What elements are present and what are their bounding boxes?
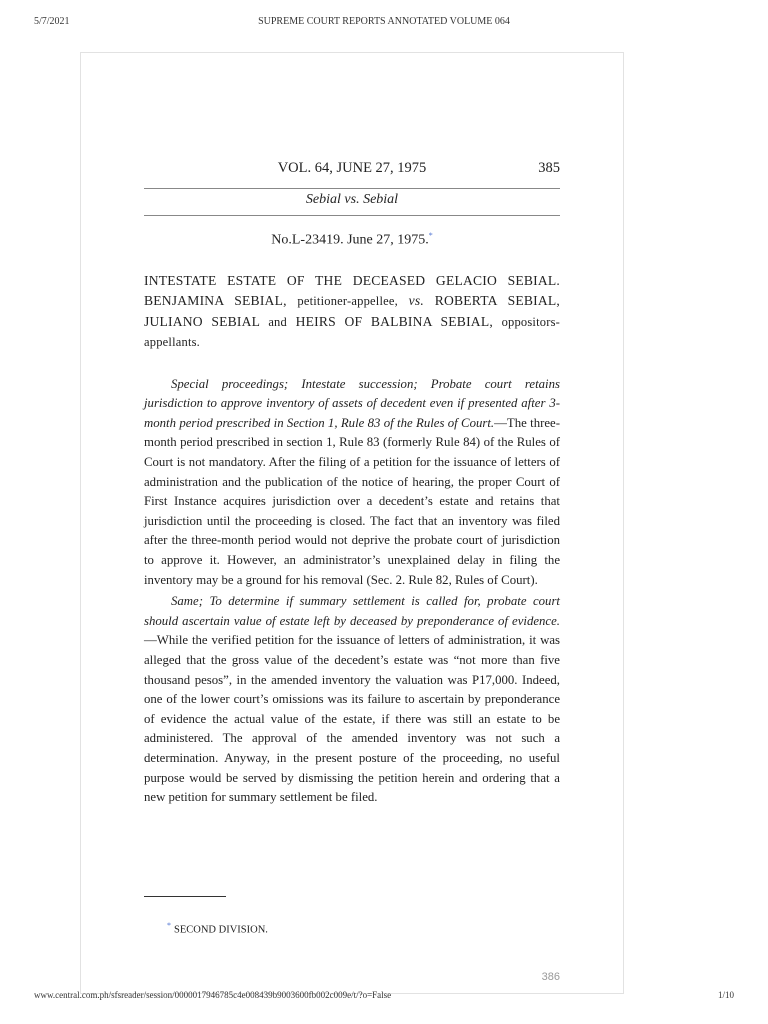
parties-line: INTESTATE ESTATE OF THE DECEASED GELACIO SEBIAL. BENJAMINA SEBIAL,: [144, 272, 560, 309]
versus: vs.: [408, 293, 424, 309]
case-number-text: No.L-23419. June 27, 1975.: [271, 232, 429, 248]
page-number: 385: [538, 160, 560, 176]
print-page-count: 1/10: [717, 990, 734, 1000]
and-word: and: [268, 314, 287, 329]
parties: [144, 271, 560, 353]
syllabus: [144, 375, 560, 808]
syllabus-body: —While the verified petition for the issuance of letters of administration, it was alleged that the gross value of the decedent’s estate was “not more than five thousand pesos”, in the amended inventory the valuation was P17,000. Indeed, one of the lower court’s omissions was its failure to ascertain by preponderance of evidence the actual value of the estate, if there was still an estate to be administered. The approval of the amended inventory was not such a determination. Anyway, in the present posture of the proceeding, no useful purpose would be served by dismissing the petition herein and ordering that a new petition for summary settlement be filed.: [144, 633, 560, 805]
respondents: ROBERTA SEBIAL, JULIANO SEBIAL: [144, 293, 560, 329]
title-rule: [144, 215, 560, 216]
syllabus-heading: Same; To determine if summary settlement is called for, probate court should ascertain value of estate left by deceased by preponderance of evidence.: [144, 594, 560, 628]
case-number: [144, 231, 560, 249]
respondent-role: oppositors-appellants.: [144, 314, 561, 350]
syllabus-paragraph: [144, 375, 560, 591]
syllabus-body: —The three-month period prescribed in section 1, Rule 83 (formerly Rule 84) of the Rules of Court is not mandatory. After the filing of a petition for the issuance of letters of administration and the publication of the notice of hearing, the proper Court of First Instance acquires jurisdiction over a decedent’s estate and retains that jurisdiction until the proceeding is closed. The fact that an inventory was filed after the three-month period would not deprive the probate court of jurisdiction to approve it. However, an administrator’s unexplained delay in filing the inventory may be a ground for his removal (Sec. 2. Rule 82, Rules of Court).: [144, 415, 560, 587]
print-url: www.central.com.ph/sfsreader/session/0000017946785c4e008439b9003600fb002c009e/t/?o=False: [34, 990, 392, 1000]
print-title: SUPREME COURT REPORTS ANNOTATED VOLUME 064: [258, 16, 510, 27]
running-head: [144, 160, 560, 188]
page-content: [144, 53, 560, 808]
print-header: [34, 16, 734, 32]
case-title: Sebial vs. Sebial: [305, 192, 399, 207]
document-page: [80, 52, 624, 994]
footnote-text: SECOND DIVISION.: [174, 924, 268, 936]
footnote-marker: *: [167, 921, 171, 930]
footnote: [167, 921, 268, 936]
print-date: 5/7/2021: [34, 16, 70, 27]
volume-date: VOL. 64, JUNE 27, 1975: [277, 160, 427, 176]
petitioner-role: petitioner-appellee,: [297, 294, 398, 309]
footnote-rule: [144, 896, 226, 897]
syllabus-paragraph: [144, 592, 560, 808]
syllabus-heading: Special proceedings; Intestate succession; Probate court retains jurisdiction to approve inventory of assets of decedent even if presented after 3-month period prescribed in Section 1, Rule 83 of the Rules of Court.: [144, 376, 560, 430]
next-page-number: 386: [541, 971, 560, 983]
footnote-link[interactable]: *: [428, 231, 433, 240]
print-footer: [34, 990, 734, 1004]
heirs: HEIRS OF BALBINA SEBIAL,: [295, 313, 493, 329]
